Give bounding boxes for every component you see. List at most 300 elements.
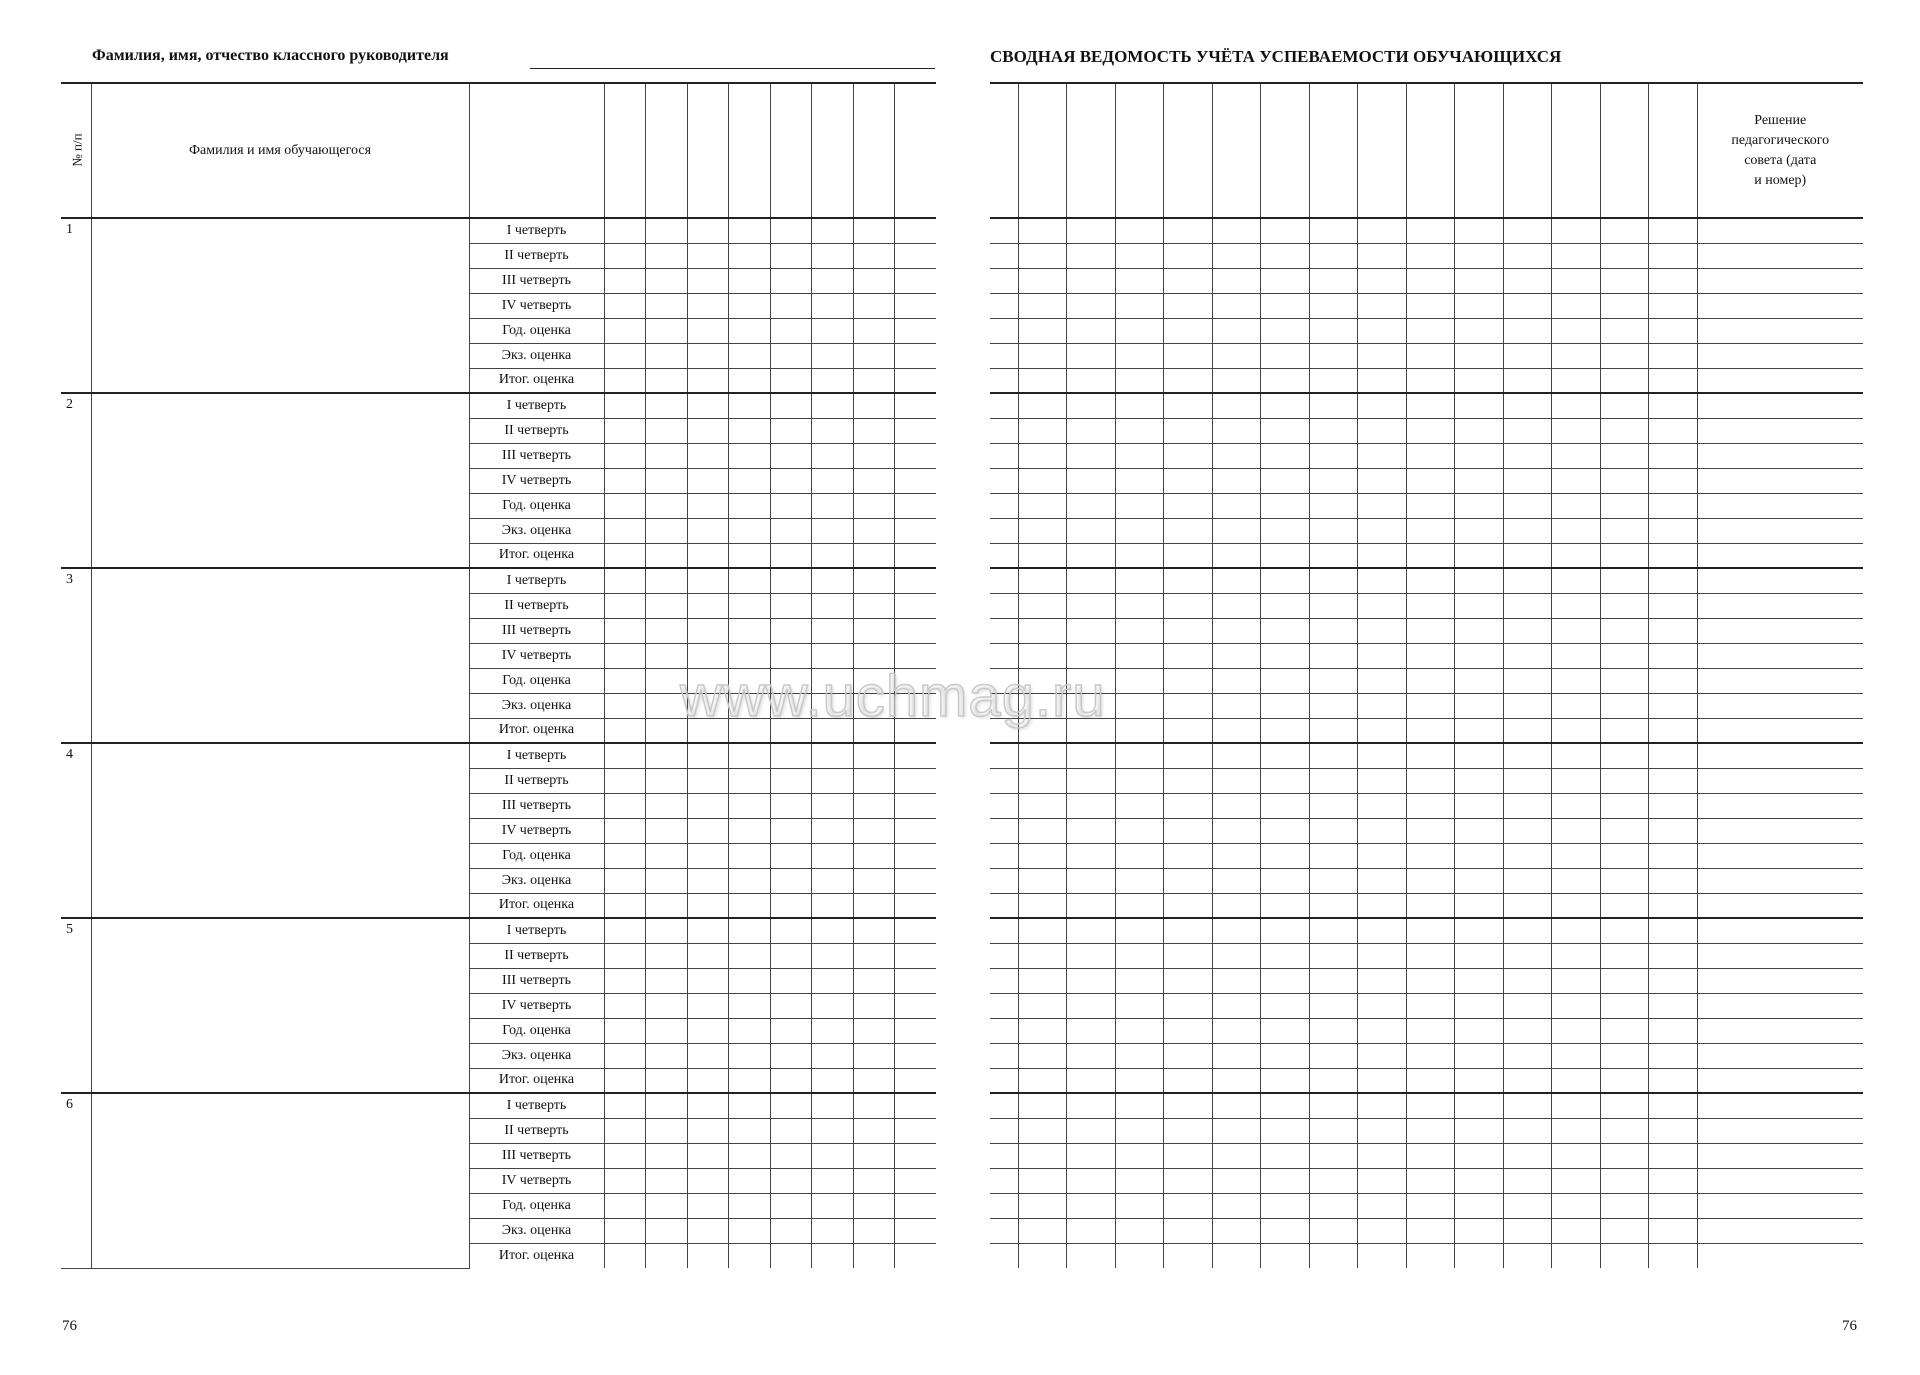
grade-cell[interactable] (853, 468, 895, 493)
summary-cell[interactable] (1649, 243, 1698, 268)
grade-cell[interactable] (853, 893, 895, 918)
summary-cell[interactable] (1455, 268, 1504, 293)
summary-cell[interactable] (1503, 1218, 1552, 1243)
summary-cell[interactable] (990, 993, 1018, 1018)
grade-cell[interactable] (729, 993, 771, 1018)
summary-cell[interactable] (990, 1243, 1018, 1268)
summary-cell[interactable] (1309, 318, 1358, 343)
summary-cell[interactable] (1115, 368, 1164, 393)
summary-cell[interactable] (1358, 543, 1407, 568)
summary-cell[interactable] (1552, 718, 1601, 743)
summary-cell[interactable] (1018, 568, 1067, 593)
grade-cell[interactable] (853, 393, 895, 418)
decision-cell[interactable] (1697, 443, 1863, 468)
grade-cell[interactable] (770, 1143, 812, 1168)
grade-cell[interactable] (729, 268, 771, 293)
summary-cell[interactable] (1309, 1068, 1358, 1093)
grade-cell[interactable] (604, 693, 646, 718)
summary-cell[interactable] (1164, 718, 1213, 743)
summary-cell[interactable] (990, 318, 1018, 343)
grade-cell[interactable] (770, 418, 812, 443)
summary-cell[interactable] (1067, 893, 1116, 918)
grade-cell[interactable] (853, 218, 895, 243)
summary-cell[interactable] (1067, 318, 1116, 343)
grade-cell[interactable] (770, 343, 812, 368)
summary-cell[interactable] (1552, 793, 1601, 818)
summary-cell[interactable] (1261, 468, 1310, 493)
grade-cell[interactable] (604, 443, 646, 468)
grade-cell[interactable] (604, 1018, 646, 1043)
summary-cell[interactable] (1067, 593, 1116, 618)
grade-cell[interactable] (687, 393, 729, 418)
summary-cell[interactable] (1358, 818, 1407, 843)
grade-cell[interactable] (729, 468, 771, 493)
grade-cell[interactable] (853, 1018, 895, 1043)
summary-cell[interactable] (1261, 293, 1310, 318)
summary-cell[interactable] (1018, 1068, 1067, 1093)
summary-cell[interactable] (1067, 368, 1116, 393)
grade-cell[interactable] (729, 543, 771, 568)
subject-header-cell[interactable] (729, 83, 771, 218)
summary-cell[interactable] (990, 493, 1018, 518)
grade-cell[interactable] (604, 1168, 646, 1193)
summary-cell[interactable] (1309, 743, 1358, 768)
summary-cell[interactable] (1358, 468, 1407, 493)
summary-cell[interactable] (1552, 843, 1601, 868)
grade-cell[interactable] (895, 568, 937, 593)
grade-cell[interactable] (604, 1143, 646, 1168)
summary-cell[interactable] (1358, 518, 1407, 543)
summary-cell[interactable] (1649, 1118, 1698, 1143)
grade-cell[interactable] (604, 368, 646, 393)
summary-cell[interactable] (1164, 318, 1213, 343)
summary-cell[interactable] (1309, 1118, 1358, 1143)
grade-cell[interactable] (895, 968, 937, 993)
summary-cell[interactable] (1261, 243, 1310, 268)
grade-cell[interactable] (646, 1118, 688, 1143)
grade-cell[interactable] (853, 293, 895, 318)
summary-cell[interactable] (1455, 968, 1504, 993)
summary-cell[interactable] (1261, 518, 1310, 543)
grade-cell[interactable] (895, 818, 937, 843)
grade-cell[interactable] (729, 293, 771, 318)
summary-cell[interactable] (990, 243, 1018, 268)
grade-cell[interactable] (646, 318, 688, 343)
grade-cell[interactable] (646, 918, 688, 943)
summary-cell[interactable] (1552, 768, 1601, 793)
summary-cell[interactable] (1261, 868, 1310, 893)
summary-cell[interactable] (1212, 393, 1261, 418)
grade-cell[interactable] (853, 1118, 895, 1143)
grade-cell[interactable] (604, 293, 646, 318)
grade-cell[interactable] (646, 843, 688, 868)
summary-cell[interactable] (1455, 1018, 1504, 1043)
student-name-cell[interactable] (91, 218, 469, 393)
summary-cell[interactable] (1115, 493, 1164, 518)
subject-header-cell[interactable] (770, 83, 812, 218)
summary-cell[interactable] (1018, 343, 1067, 368)
summary-cell[interactable] (1552, 293, 1601, 318)
grade-cell[interactable] (853, 1168, 895, 1193)
grade-cell[interactable] (604, 518, 646, 543)
summary-cell[interactable] (1212, 593, 1261, 618)
summary-cell[interactable] (1406, 943, 1455, 968)
grade-cell[interactable] (812, 1043, 854, 1068)
grade-cell[interactable] (812, 218, 854, 243)
grade-cell[interactable] (729, 593, 771, 618)
grade-cell[interactable] (687, 793, 729, 818)
summary-cell[interactable] (1261, 968, 1310, 993)
summary-cell[interactable] (1018, 443, 1067, 468)
grade-cell[interactable] (853, 868, 895, 893)
summary-cell[interactable] (1212, 693, 1261, 718)
summary-cell[interactable] (1649, 343, 1698, 368)
summary-cell[interactable] (1358, 918, 1407, 943)
summary-cell[interactable] (1503, 1168, 1552, 1193)
summary-cell[interactable] (1600, 418, 1649, 443)
summary-cell[interactable] (1503, 493, 1552, 518)
summary-cell[interactable] (1358, 218, 1407, 243)
summary-cell[interactable] (1406, 893, 1455, 918)
summary-cell[interactable] (1309, 918, 1358, 943)
summary-cell[interactable] (990, 1168, 1018, 1193)
summary-cell[interactable] (1358, 1243, 1407, 1268)
summary-cell[interactable] (1455, 993, 1504, 1018)
grade-cell[interactable] (895, 1193, 937, 1218)
grade-cell[interactable] (646, 343, 688, 368)
summary-cell[interactable] (1309, 693, 1358, 718)
grade-cell[interactable] (895, 243, 937, 268)
summary-cell[interactable] (1649, 443, 1698, 468)
grade-cell[interactable] (812, 843, 854, 868)
summary-cell[interactable] (1067, 1043, 1116, 1068)
summary-cell[interactable] (1552, 218, 1601, 243)
summary-cell[interactable] (1212, 843, 1261, 868)
grade-cell[interactable] (895, 793, 937, 818)
summary-cell[interactable] (1115, 343, 1164, 368)
subject-header-cell[interactable] (1552, 83, 1601, 218)
summary-cell[interactable] (1503, 293, 1552, 318)
grade-cell[interactable] (853, 368, 895, 393)
summary-cell[interactable] (1018, 268, 1067, 293)
grade-cell[interactable] (729, 368, 771, 393)
summary-cell[interactable] (1358, 1068, 1407, 1093)
grade-cell[interactable] (687, 843, 729, 868)
grade-cell[interactable] (729, 318, 771, 343)
summary-cell[interactable] (1503, 1018, 1552, 1043)
grade-cell[interactable] (770, 443, 812, 468)
grade-cell[interactable] (687, 568, 729, 593)
grade-cell[interactable] (604, 318, 646, 343)
grade-cell[interactable] (646, 568, 688, 593)
grade-cell[interactable] (687, 218, 729, 243)
summary-cell[interactable] (1115, 218, 1164, 243)
decision-cell[interactable] (1697, 668, 1863, 693)
summary-cell[interactable] (1600, 1068, 1649, 1093)
decision-cell[interactable] (1697, 218, 1863, 243)
summary-cell[interactable] (1358, 293, 1407, 318)
grade-cell[interactable] (895, 768, 937, 793)
summary-cell[interactable] (1067, 1118, 1116, 1143)
summary-cell[interactable] (1455, 943, 1504, 968)
summary-cell[interactable] (1600, 518, 1649, 543)
grade-cell[interactable] (770, 868, 812, 893)
summary-cell[interactable] (1067, 393, 1116, 418)
summary-cell[interactable] (1406, 318, 1455, 343)
grade-cell[interactable] (812, 1218, 854, 1243)
summary-cell[interactable] (1600, 668, 1649, 693)
grade-cell[interactable] (895, 343, 937, 368)
summary-cell[interactable] (1358, 368, 1407, 393)
summary-cell[interactable] (1164, 818, 1213, 843)
summary-cell[interactable] (990, 1043, 1018, 1068)
grade-cell[interactable] (604, 893, 646, 918)
summary-cell[interactable] (1649, 718, 1698, 743)
grade-cell[interactable] (687, 1218, 729, 1243)
summary-cell[interactable] (1309, 468, 1358, 493)
grade-cell[interactable] (729, 443, 771, 468)
grade-cell[interactable] (646, 868, 688, 893)
summary-cell[interactable] (1261, 893, 1310, 918)
summary-cell[interactable] (1358, 493, 1407, 518)
summary-cell[interactable] (1503, 593, 1552, 618)
grade-cell[interactable] (853, 568, 895, 593)
summary-cell[interactable] (1455, 1043, 1504, 1068)
summary-cell[interactable] (1406, 393, 1455, 418)
summary-cell[interactable] (1164, 1193, 1213, 1218)
summary-cell[interactable] (1115, 893, 1164, 918)
grade-cell[interactable] (687, 918, 729, 943)
grade-cell[interactable] (604, 343, 646, 368)
summary-cell[interactable] (1600, 993, 1649, 1018)
decision-cell[interactable] (1697, 493, 1863, 518)
student-name-cell[interactable] (91, 393, 469, 568)
grade-cell[interactable] (895, 268, 937, 293)
student-name-cell[interactable] (91, 743, 469, 918)
summary-cell[interactable] (1600, 393, 1649, 418)
summary-cell[interactable] (990, 868, 1018, 893)
grade-cell[interactable] (770, 218, 812, 243)
summary-cell[interactable] (1406, 668, 1455, 693)
summary-cell[interactable] (1212, 518, 1261, 543)
grade-cell[interactable] (770, 1093, 812, 1118)
subject-header-cell[interactable] (1600, 83, 1649, 218)
grade-cell[interactable] (687, 618, 729, 643)
summary-cell[interactable] (1406, 743, 1455, 768)
summary-cell[interactable] (1018, 1043, 1067, 1068)
grade-cell[interactable] (812, 1243, 854, 1268)
teacher-name-blank[interactable] (530, 68, 935, 69)
summary-cell[interactable] (1018, 468, 1067, 493)
grade-cell[interactable] (646, 468, 688, 493)
grade-cell[interactable] (895, 368, 937, 393)
summary-cell[interactable] (1261, 1243, 1310, 1268)
summary-cell[interactable] (1503, 1118, 1552, 1143)
summary-cell[interactable] (1600, 1218, 1649, 1243)
subject-header-cell[interactable] (604, 83, 646, 218)
grade-cell[interactable] (729, 968, 771, 993)
grade-cell[interactable] (812, 293, 854, 318)
grade-cell[interactable] (604, 393, 646, 418)
summary-cell[interactable] (990, 1068, 1018, 1093)
summary-cell[interactable] (1455, 1193, 1504, 1218)
summary-cell[interactable] (1552, 643, 1601, 668)
summary-cell[interactable] (1358, 1193, 1407, 1218)
grade-cell[interactable] (687, 1018, 729, 1043)
decision-cell[interactable] (1697, 943, 1863, 968)
summary-cell[interactable] (1503, 693, 1552, 718)
student-name-cell[interactable] (91, 918, 469, 1093)
summary-cell[interactable] (1358, 743, 1407, 768)
summary-cell[interactable] (1503, 1043, 1552, 1068)
summary-cell[interactable] (1600, 618, 1649, 643)
summary-cell[interactable] (1067, 793, 1116, 818)
summary-cell[interactable] (1406, 518, 1455, 543)
summary-cell[interactable] (1309, 793, 1358, 818)
summary-cell[interactable] (1600, 868, 1649, 893)
summary-cell[interactable] (1649, 793, 1698, 818)
summary-cell[interactable] (1212, 668, 1261, 693)
summary-cell[interactable] (1455, 918, 1504, 943)
grade-cell[interactable] (770, 493, 812, 518)
grade-cell[interactable] (729, 1218, 771, 1243)
summary-cell[interactable] (1600, 693, 1649, 718)
summary-cell[interactable] (1552, 1018, 1601, 1043)
summary-cell[interactable] (1309, 1093, 1358, 1118)
student-name-cell[interactable] (91, 568, 469, 743)
grade-cell[interactable] (812, 943, 854, 968)
summary-cell[interactable] (1164, 268, 1213, 293)
grade-cell[interactable] (770, 1068, 812, 1093)
grade-cell[interactable] (812, 543, 854, 568)
grade-cell[interactable] (770, 968, 812, 993)
grade-cell[interactable] (770, 518, 812, 543)
summary-cell[interactable] (1212, 1093, 1261, 1118)
summary-cell[interactable] (1649, 393, 1698, 418)
summary-cell[interactable] (1261, 993, 1310, 1018)
summary-cell[interactable] (1552, 668, 1601, 693)
grade-cell[interactable] (729, 1018, 771, 1043)
summary-cell[interactable] (1358, 893, 1407, 918)
summary-cell[interactable] (1503, 718, 1552, 743)
grade-cell[interactable] (770, 618, 812, 643)
summary-cell[interactable] (1600, 468, 1649, 493)
summary-cell[interactable] (1406, 1193, 1455, 1218)
summary-cell[interactable] (1261, 418, 1310, 443)
grade-cell[interactable] (895, 1243, 937, 1268)
summary-cell[interactable] (1212, 1043, 1261, 1068)
summary-cell[interactable] (1649, 468, 1698, 493)
summary-cell[interactable] (1503, 743, 1552, 768)
summary-cell[interactable] (1358, 593, 1407, 618)
grade-cell[interactable] (729, 393, 771, 418)
summary-cell[interactable] (1115, 718, 1164, 743)
summary-cell[interactable] (990, 343, 1018, 368)
summary-cell[interactable] (1649, 1218, 1698, 1243)
summary-cell[interactable] (1261, 1118, 1310, 1143)
grade-cell[interactable] (687, 418, 729, 443)
grade-cell[interactable] (604, 993, 646, 1018)
grade-cell[interactable] (812, 1068, 854, 1093)
summary-cell[interactable] (990, 268, 1018, 293)
summary-cell[interactable] (1115, 1218, 1164, 1243)
subject-header-cell[interactable] (895, 83, 937, 218)
subject-header-cell[interactable] (1261, 83, 1310, 218)
summary-cell[interactable] (1455, 493, 1504, 518)
summary-cell[interactable] (1212, 1243, 1261, 1268)
summary-cell[interactable] (1067, 1168, 1116, 1193)
summary-cell[interactable] (1067, 868, 1116, 893)
grade-cell[interactable] (895, 493, 937, 518)
decision-cell[interactable] (1697, 1018, 1863, 1043)
summary-cell[interactable] (1115, 568, 1164, 593)
summary-cell[interactable] (1212, 768, 1261, 793)
summary-cell[interactable] (1212, 293, 1261, 318)
grade-cell[interactable] (729, 568, 771, 593)
summary-cell[interactable] (1261, 443, 1310, 468)
summary-cell[interactable] (1212, 943, 1261, 968)
grade-cell[interactable] (895, 1143, 937, 1168)
summary-cell[interactable] (1212, 993, 1261, 1018)
summary-cell[interactable] (1552, 443, 1601, 468)
summary-cell[interactable] (1115, 968, 1164, 993)
summary-cell[interactable] (1649, 1093, 1698, 1118)
summary-cell[interactable] (1600, 593, 1649, 618)
summary-cell[interactable] (1455, 1143, 1504, 1168)
summary-cell[interactable] (1164, 843, 1213, 868)
summary-cell[interactable] (1600, 768, 1649, 793)
grade-cell[interactable] (895, 1043, 937, 1068)
grade-cell[interactable] (895, 843, 937, 868)
decision-cell[interactable] (1697, 543, 1863, 568)
grade-cell[interactable] (687, 1243, 729, 1268)
summary-cell[interactable] (1115, 1068, 1164, 1093)
grade-cell[interactable] (729, 1093, 771, 1118)
grade-cell[interactable] (895, 1018, 937, 1043)
grade-cell[interactable] (853, 743, 895, 768)
grade-cell[interactable] (895, 293, 937, 318)
decision-cell[interactable] (1697, 643, 1863, 668)
summary-cell[interactable] (1164, 1143, 1213, 1168)
summary-cell[interactable] (1600, 343, 1649, 368)
grade-cell[interactable] (687, 543, 729, 568)
summary-cell[interactable] (990, 818, 1018, 843)
summary-cell[interactable] (1018, 518, 1067, 543)
summary-cell[interactable] (1261, 593, 1310, 618)
grade-cell[interactable] (604, 493, 646, 518)
grade-cell[interactable] (604, 418, 646, 443)
grade-cell[interactable] (853, 343, 895, 368)
grade-cell[interactable] (646, 618, 688, 643)
summary-cell[interactable] (990, 593, 1018, 618)
grade-cell[interactable] (770, 368, 812, 393)
summary-cell[interactable] (990, 543, 1018, 568)
summary-cell[interactable] (990, 1143, 1018, 1168)
summary-cell[interactable] (1018, 818, 1067, 843)
grade-cell[interactable] (729, 818, 771, 843)
summary-cell[interactable] (1261, 743, 1310, 768)
summary-cell[interactable] (1600, 918, 1649, 943)
summary-cell[interactable] (1649, 268, 1698, 293)
student-name-cell[interactable] (91, 1093, 469, 1268)
summary-cell[interactable] (1115, 443, 1164, 468)
grade-cell[interactable] (812, 768, 854, 793)
grade-cell[interactable] (853, 318, 895, 343)
grade-cell[interactable] (895, 593, 937, 618)
summary-cell[interactable] (1600, 293, 1649, 318)
grade-cell[interactable] (853, 1043, 895, 1068)
grade-cell[interactable] (895, 1168, 937, 1193)
